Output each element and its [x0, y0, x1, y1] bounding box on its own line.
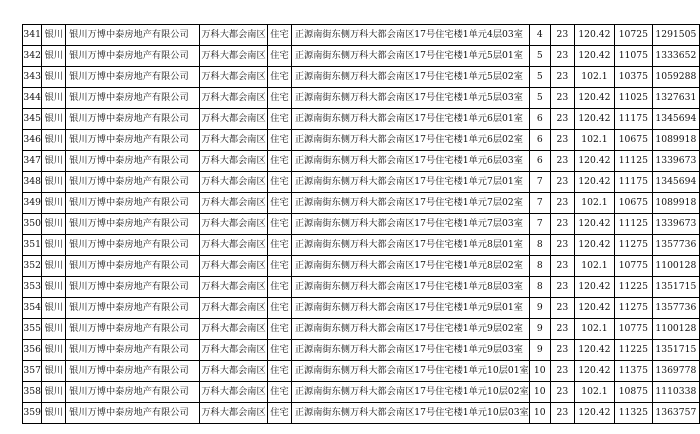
row-number-cell: 359: [23, 403, 42, 424]
row-number-cell: 341: [23, 25, 42, 46]
floor-cell: 4: [529, 25, 550, 46]
project-cell: 万科大都会南区: [199, 277, 267, 298]
floor-cell: 8: [529, 277, 550, 298]
developer-cell: 银川万博中泰房地产有限公司: [66, 46, 200, 67]
address-cell: 正源南街东侧万科大都会南区17号住宅楼1单元9层02室: [291, 319, 529, 340]
total-price-cell: 1351715: [652, 277, 699, 298]
floor-cell: 7: [529, 193, 550, 214]
city-cell: 银川: [42, 235, 66, 256]
total-price-cell: 1339673: [652, 151, 699, 172]
total-floors-cell: 23: [550, 25, 574, 46]
city-cell: 银川: [42, 361, 66, 382]
total-price-cell: 1089918: [652, 193, 699, 214]
address-cell: 正源南街东侧万科大都会南区17号住宅楼1单元8层01室: [291, 235, 529, 256]
table-row: [23, 214, 700, 235]
unit-price-cell: 11025: [614, 88, 652, 109]
floor-cell: 6: [529, 151, 550, 172]
table-row: [23, 298, 700, 319]
developer-cell: 银川万博中泰房地产有限公司: [66, 277, 200, 298]
floor-cell: 5: [529, 88, 550, 109]
project-cell: 万科大都会南区: [199, 403, 267, 424]
usage-cell: 住宅: [268, 109, 292, 130]
address-cell: 正源南街东侧万科大都会南区17号住宅楼1单元10层03室: [291, 403, 529, 424]
area-cell: 102.1: [574, 193, 614, 214]
floor-cell: 7: [529, 214, 550, 235]
address-cell: 正源南街东侧万科大都会南区17号住宅楼1单元6层02室: [291, 130, 529, 151]
developer-cell: 银川万博中泰房地产有限公司: [66, 298, 200, 319]
total-floors-cell: 23: [550, 403, 574, 424]
area-cell: 120.42: [574, 151, 614, 172]
unit-price-cell: 10675: [614, 193, 652, 214]
area-cell: 120.42: [574, 172, 614, 193]
total-price-cell: 1100128: [652, 319, 699, 340]
total-price-cell: 1089918: [652, 130, 699, 151]
address-cell: 正源南街东侧万科大都会南区17号住宅楼1单元5层02室: [291, 67, 529, 88]
row-number-cell: 352: [23, 256, 42, 277]
table-row: [23, 340, 700, 361]
city-cell: 银川: [42, 277, 66, 298]
table-row: [23, 235, 700, 256]
unit-price-cell: 10675: [614, 130, 652, 151]
table-row: [23, 361, 700, 382]
total-price-cell: 1100128: [652, 256, 699, 277]
city-cell: 银川: [42, 25, 66, 46]
floor-cell: 9: [529, 319, 550, 340]
total-price-cell: 1059288: [652, 67, 699, 88]
total-price-cell: 1357736: [652, 235, 699, 256]
address-cell: 正源南街东侧万科大都会南区17号住宅楼1单元6层03室: [291, 151, 529, 172]
address-cell: 正源南街东侧万科大都会南区17号住宅楼1单元6层01室: [291, 109, 529, 130]
project-cell: 万科大都会南区: [199, 109, 267, 130]
row-number-cell: 355: [23, 319, 42, 340]
city-cell: 银川: [42, 214, 66, 235]
developer-cell: 银川万博中泰房地产有限公司: [66, 340, 200, 361]
table-row: [23, 382, 700, 403]
total-floors-cell: 23: [550, 172, 574, 193]
usage-cell: 住宅: [268, 67, 292, 88]
address-cell: 正源南街东侧万科大都会南区17号住宅楼1单元10层02室: [291, 382, 529, 403]
city-cell: 银川: [42, 256, 66, 277]
total-floors-cell: 23: [550, 88, 574, 109]
developer-cell: 银川万博中泰房地产有限公司: [66, 319, 200, 340]
city-cell: 银川: [42, 298, 66, 319]
table-row: [23, 403, 700, 424]
area-cell: 120.42: [574, 88, 614, 109]
total-price-cell: 1357736: [652, 298, 699, 319]
total-price-cell: 1369778: [652, 361, 699, 382]
total-floors-cell: 23: [550, 193, 574, 214]
area-cell: 102.1: [574, 382, 614, 403]
unit-price-cell: 11175: [614, 172, 652, 193]
usage-cell: 住宅: [268, 151, 292, 172]
unit-price-cell: 10375: [614, 67, 652, 88]
unit-price-cell: 11275: [614, 235, 652, 256]
row-number-cell: 346: [23, 130, 42, 151]
project-cell: 万科大都会南区: [199, 214, 267, 235]
city-cell: 银川: [42, 151, 66, 172]
project-cell: 万科大都会南区: [199, 67, 267, 88]
area-cell: 102.1: [574, 256, 614, 277]
area-cell: 120.42: [574, 361, 614, 382]
total-floors-cell: 23: [550, 382, 574, 403]
floor-cell: 10: [529, 361, 550, 382]
row-number-cell: 351: [23, 235, 42, 256]
developer-cell: 银川万博中泰房地产有限公司: [66, 235, 200, 256]
total-floors-cell: 23: [550, 340, 574, 361]
city-cell: 银川: [42, 172, 66, 193]
city-cell: 银川: [42, 340, 66, 361]
row-number-cell: 348: [23, 172, 42, 193]
row-number-cell: 350: [23, 214, 42, 235]
table-row: [23, 109, 700, 130]
project-cell: 万科大都会南区: [199, 88, 267, 109]
address-cell: 正源南街东侧万科大都会南区17号住宅楼1单元8层02室: [291, 256, 529, 277]
developer-cell: 银川万博中泰房地产有限公司: [66, 67, 200, 88]
table-row: [23, 256, 700, 277]
city-cell: 银川: [42, 88, 66, 109]
usage-cell: 住宅: [268, 403, 292, 424]
usage-cell: 住宅: [268, 214, 292, 235]
developer-cell: 银川万博中泰房地产有限公司: [66, 151, 200, 172]
row-number-cell: 345: [23, 109, 42, 130]
total-floors-cell: 23: [550, 256, 574, 277]
unit-price-cell: 11375: [614, 361, 652, 382]
city-cell: 银川: [42, 109, 66, 130]
address-cell: 正源南街东侧万科大都会南区17号住宅楼1单元7层01室: [291, 172, 529, 193]
table-row: [23, 46, 700, 67]
total-floors-cell: 23: [550, 361, 574, 382]
area-cell: 120.42: [574, 298, 614, 319]
unit-price-cell: 11125: [614, 151, 652, 172]
unit-price-cell: 11225: [614, 340, 652, 361]
address-cell: 正源南街东侧万科大都会南区17号住宅楼1单元5层03室: [291, 88, 529, 109]
row-number-cell: 357: [23, 361, 42, 382]
area-cell: 120.42: [574, 277, 614, 298]
table-row: [23, 151, 700, 172]
city-cell: 银川: [42, 193, 66, 214]
table-row: [23, 319, 700, 340]
floor-cell: 5: [529, 67, 550, 88]
row-number-cell: 349: [23, 193, 42, 214]
usage-cell: 住宅: [268, 46, 292, 67]
project-cell: 万科大都会南区: [199, 361, 267, 382]
table-row: [23, 130, 700, 151]
usage-cell: 住宅: [268, 130, 292, 151]
row-number-cell: 356: [23, 340, 42, 361]
unit-price-cell: 11175: [614, 109, 652, 130]
total-price-cell: 1351715: [652, 340, 699, 361]
address-cell: 正源南街东侧万科大都会南区17号住宅楼1单元10层01室: [291, 361, 529, 382]
project-cell: 万科大都会南区: [199, 319, 267, 340]
total-floors-cell: 23: [550, 319, 574, 340]
row-number-cell: 343: [23, 67, 42, 88]
row-number-cell: 347: [23, 151, 42, 172]
project-cell: 万科大都会南区: [199, 382, 267, 403]
area-cell: 102.1: [574, 319, 614, 340]
unit-price-cell: 10875: [614, 382, 652, 403]
city-cell: 银川: [42, 67, 66, 88]
project-cell: 万科大都会南区: [199, 151, 267, 172]
address-cell: 正源南街东侧万科大都会南区17号住宅楼1单元9层03室: [291, 340, 529, 361]
table-row: [23, 67, 700, 88]
developer-cell: 银川万博中泰房地产有限公司: [66, 361, 200, 382]
unit-price-cell: 11275: [614, 298, 652, 319]
table-row: [23, 277, 700, 298]
usage-cell: 住宅: [268, 361, 292, 382]
table-row: [23, 172, 700, 193]
developer-cell: 银川万博中泰房地产有限公司: [66, 25, 200, 46]
area-cell: 102.1: [574, 67, 614, 88]
floor-cell: 8: [529, 235, 550, 256]
unit-price-cell: 11125: [614, 214, 652, 235]
total-price-cell: 1291505: [652, 25, 699, 46]
total-floors-cell: 23: [550, 298, 574, 319]
city-cell: 银川: [42, 403, 66, 424]
developer-cell: 银川万博中泰房地产有限公司: [66, 256, 200, 277]
total-price-cell: 1110338: [652, 382, 699, 403]
total-floors-cell: 23: [550, 130, 574, 151]
area-cell: 120.42: [574, 340, 614, 361]
usage-cell: 住宅: [268, 298, 292, 319]
table-row: [23, 25, 700, 46]
floor-cell: 6: [529, 109, 550, 130]
total-floors-cell: 23: [550, 151, 574, 172]
total-price-cell: 1333652: [652, 46, 699, 67]
area-cell: 120.42: [574, 25, 614, 46]
total-floors-cell: 23: [550, 214, 574, 235]
developer-cell: 银川万博中泰房地产有限公司: [66, 403, 200, 424]
unit-price-cell: 11325: [614, 403, 652, 424]
developer-cell: 银川万博中泰房地产有限公司: [66, 172, 200, 193]
usage-cell: 住宅: [268, 235, 292, 256]
floor-cell: 6: [529, 130, 550, 151]
area-cell: 102.1: [574, 130, 614, 151]
total-floors-cell: 23: [550, 46, 574, 67]
unit-price-cell: 10725: [614, 25, 652, 46]
project-cell: 万科大都会南区: [199, 340, 267, 361]
floor-cell: 10: [529, 403, 550, 424]
area-cell: 120.42: [574, 109, 614, 130]
total-price-cell: 1363757: [652, 403, 699, 424]
total-price-cell: 1327631: [652, 88, 699, 109]
usage-cell: 住宅: [268, 382, 292, 403]
project-cell: 万科大都会南区: [199, 130, 267, 151]
address-cell: 正源南街东侧万科大都会南区17号住宅楼1单元7层03室: [291, 214, 529, 235]
area-cell: 120.42: [574, 235, 614, 256]
unit-price-cell: 11225: [614, 277, 652, 298]
address-cell: 正源南街东侧万科大都会南区17号住宅楼1单元5层01室: [291, 46, 529, 67]
row-number-cell: 342: [23, 46, 42, 67]
row-number-cell: 353: [23, 277, 42, 298]
total-floors-cell: 23: [550, 235, 574, 256]
project-cell: 万科大都会南区: [199, 172, 267, 193]
address-cell: 正源南街东侧万科大都会南区17号住宅楼1单元9层01室: [291, 298, 529, 319]
city-cell: 银川: [42, 319, 66, 340]
developer-cell: 银川万博中泰房地产有限公司: [66, 88, 200, 109]
address-cell: 正源南街东侧万科大都会南区17号住宅楼1单元7层02室: [291, 193, 529, 214]
row-number-cell: 344: [23, 88, 42, 109]
project-cell: 万科大都会南区: [199, 256, 267, 277]
project-cell: 万科大都会南区: [199, 46, 267, 67]
area-cell: 120.42: [574, 403, 614, 424]
usage-cell: 住宅: [268, 193, 292, 214]
unit-price-cell: 10775: [614, 319, 652, 340]
city-cell: 银川: [42, 46, 66, 67]
row-number-cell: 354: [23, 298, 42, 319]
usage-cell: 住宅: [268, 88, 292, 109]
usage-cell: 住宅: [268, 277, 292, 298]
address-cell: 正源南街东侧万科大都会南区17号住宅楼1单元4层03室: [291, 25, 529, 46]
table-row: [23, 193, 700, 214]
total-price-cell: 1345694: [652, 172, 699, 193]
total-floors-cell: 23: [550, 109, 574, 130]
developer-cell: 银川万博中泰房地产有限公司: [66, 109, 200, 130]
project-cell: 万科大都会南区: [199, 235, 267, 256]
developer-cell: 银川万博中泰房地产有限公司: [66, 193, 200, 214]
usage-cell: 住宅: [268, 340, 292, 361]
table-body: [23, 25, 700, 424]
table-row: [23, 88, 700, 109]
project-cell: 万科大都会南区: [199, 25, 267, 46]
floor-cell: 9: [529, 298, 550, 319]
usage-cell: 住宅: [268, 25, 292, 46]
total-price-cell: 1345694: [652, 109, 699, 130]
address-cell: 正源南街东侧万科大都会南区17号住宅楼1单元8层03室: [291, 277, 529, 298]
usage-cell: 住宅: [268, 172, 292, 193]
project-cell: 万科大都会南区: [199, 298, 267, 319]
developer-cell: 银川万博中泰房地产有限公司: [66, 382, 200, 403]
unit-price-cell: 11075: [614, 46, 652, 67]
total-floors-cell: 23: [550, 277, 574, 298]
row-number-cell: 358: [23, 382, 42, 403]
area-cell: 120.42: [574, 214, 614, 235]
usage-cell: 住宅: [268, 319, 292, 340]
area-cell: 120.42: [574, 46, 614, 67]
floor-cell: 10: [529, 382, 550, 403]
usage-cell: 住宅: [268, 256, 292, 277]
total-floors-cell: 23: [550, 67, 574, 88]
developer-cell: 银川万博中泰房地产有限公司: [66, 130, 200, 151]
price-table: [22, 24, 700, 424]
floor-cell: 7: [529, 172, 550, 193]
project-cell: 万科大都会南区: [199, 193, 267, 214]
developer-cell: 银川万博中泰房地产有限公司: [66, 214, 200, 235]
floor-cell: 8: [529, 256, 550, 277]
unit-price-cell: 10775: [614, 256, 652, 277]
city-cell: 银川: [42, 382, 66, 403]
city-cell: 银川: [42, 130, 66, 151]
total-price-cell: 1339673: [652, 214, 699, 235]
floor-cell: 9: [529, 340, 550, 361]
floor-cell: 5: [529, 46, 550, 67]
